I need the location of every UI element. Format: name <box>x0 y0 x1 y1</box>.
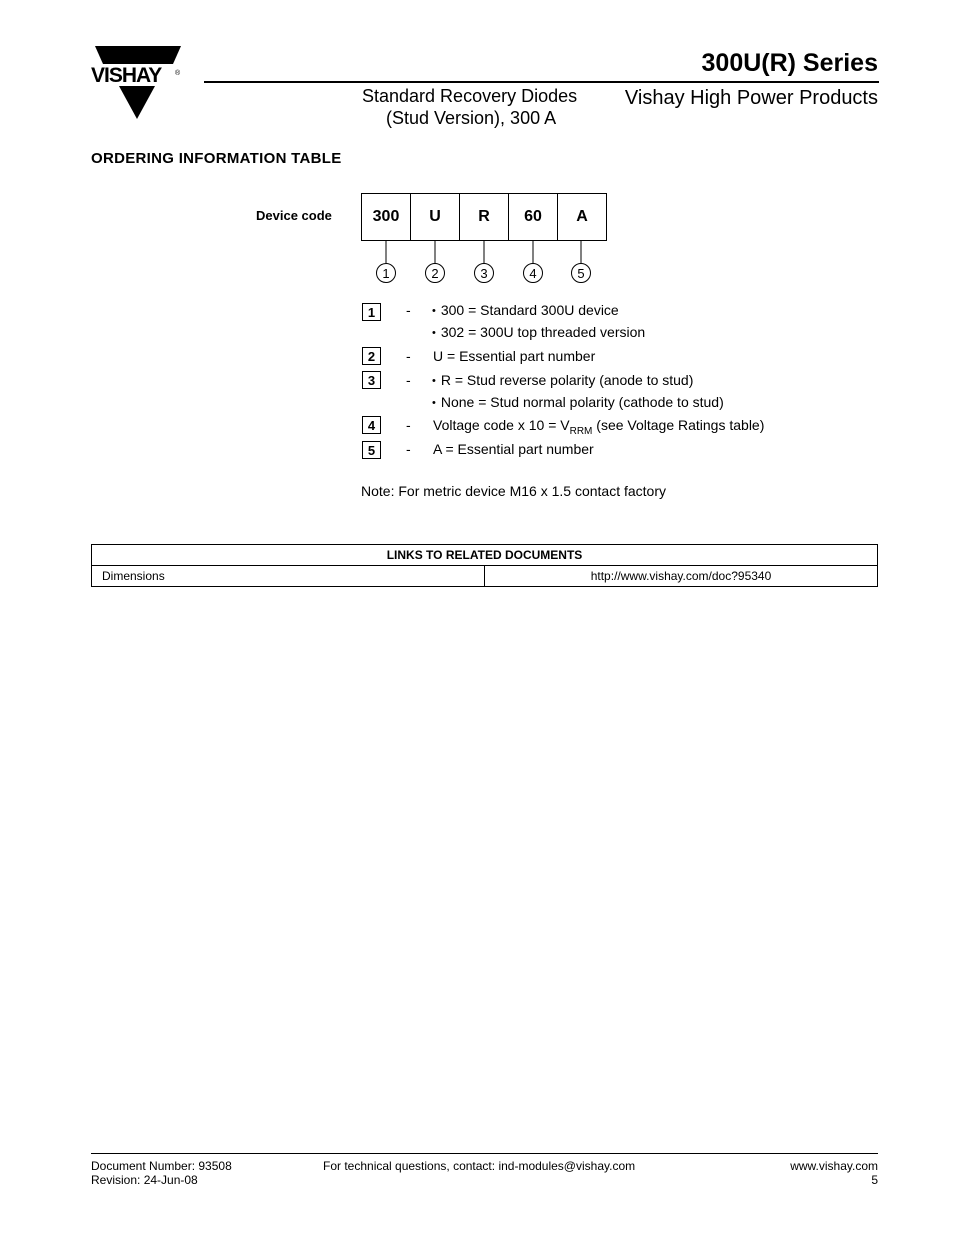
legend-item: A = Essential part number <box>433 441 594 457</box>
position-circle-4: 4 <box>523 263 543 283</box>
table-row <box>92 566 878 587</box>
legend-dash: - <box>406 441 411 457</box>
section-title: ORDERING INFORMATION TABLE <box>91 150 342 167</box>
links-table-title: LINKS TO RELATED DOCUMENTS <box>92 545 878 566</box>
legend-number-box: 2 <box>362 347 381 365</box>
legend-item: • None = Stud normal polarity (cathode to stud) <box>432 394 724 410</box>
legend-number-box: 1 <box>362 303 381 321</box>
registered-mark: ® <box>175 70 181 77</box>
position-circle-2: 2 <box>425 263 445 283</box>
legend-number-box: 4 <box>362 416 381 434</box>
website[interactable]: www.vishay.com <box>790 1159 878 1173</box>
table-header-row <box>92 545 878 566</box>
position-circle-5: 5 <box>571 263 591 283</box>
link-url[interactable]: http://www.vishay.com/doc?95340 <box>485 566 878 587</box>
voltage-subscript: RRM <box>569 425 593 437</box>
vishay-logo <box>91 44 183 120</box>
code-cell: U <box>411 194 460 240</box>
doc-number: Document Number: 93508 <box>91 1159 232 1173</box>
legend-number-box: 5 <box>362 441 381 459</box>
division-name: Vishay High Power Products <box>624 87 878 109</box>
footer-rule <box>91 1153 878 1154</box>
legend-dash: - <box>406 348 411 364</box>
contact-prefix: For technical questions, contact: <box>323 1159 499 1173</box>
legend-dash: - <box>406 302 411 318</box>
legend-item: • 300 = Standard 300U device <box>432 302 619 318</box>
contact-line <box>323 1159 635 1173</box>
legend-dash: - <box>406 372 411 388</box>
device-code-box <box>361 193 607 241</box>
page-number: 5 <box>871 1173 878 1187</box>
code-cell: R <box>460 194 509 240</box>
ordering-note: Note: For metric device M16 x 1.5 contact factory <box>361 483 667 499</box>
legend-number-box: 3 <box>362 371 381 389</box>
logo-brand-text: VISHAY <box>91 64 162 87</box>
legend-item: • 302 = 300U top threaded version <box>432 324 645 340</box>
legend-item: U = Essential part number <box>433 348 596 364</box>
subtitle-line2: (Stud Version), 300 A <box>386 108 557 128</box>
header-rule <box>204 81 879 83</box>
subtitle-line1: Standard Recovery Diodes <box>362 86 578 106</box>
position-circle-1: 1 <box>376 263 396 283</box>
code-cell: 60 <box>509 194 558 240</box>
contact-email-link[interactable]: ind-modules@vishay.com <box>498 1159 636 1173</box>
device-code-label: Device code <box>256 208 332 223</box>
code-cell: 300 <box>362 194 411 240</box>
code-cell: A <box>576 208 588 225</box>
code-connector-lines <box>361 241 606 265</box>
revision: Revision: 24-Jun-08 <box>91 1173 198 1187</box>
links-table <box>91 544 878 587</box>
voltage-suffix: (see Voltage Ratings table) <box>592 417 765 433</box>
series-title: 300U(R) Series <box>701 49 878 77</box>
legend-dash: - <box>406 417 411 433</box>
position-circle-3: 3 <box>474 263 494 283</box>
link-label: Dimensions <box>92 566 485 587</box>
legend-item: • R = Stud reverse polarity (anode to stud) <box>432 372 693 388</box>
voltage-prefix: Voltage code x 10 = V <box>433 417 570 433</box>
legend-item-voltage <box>433 417 764 437</box>
